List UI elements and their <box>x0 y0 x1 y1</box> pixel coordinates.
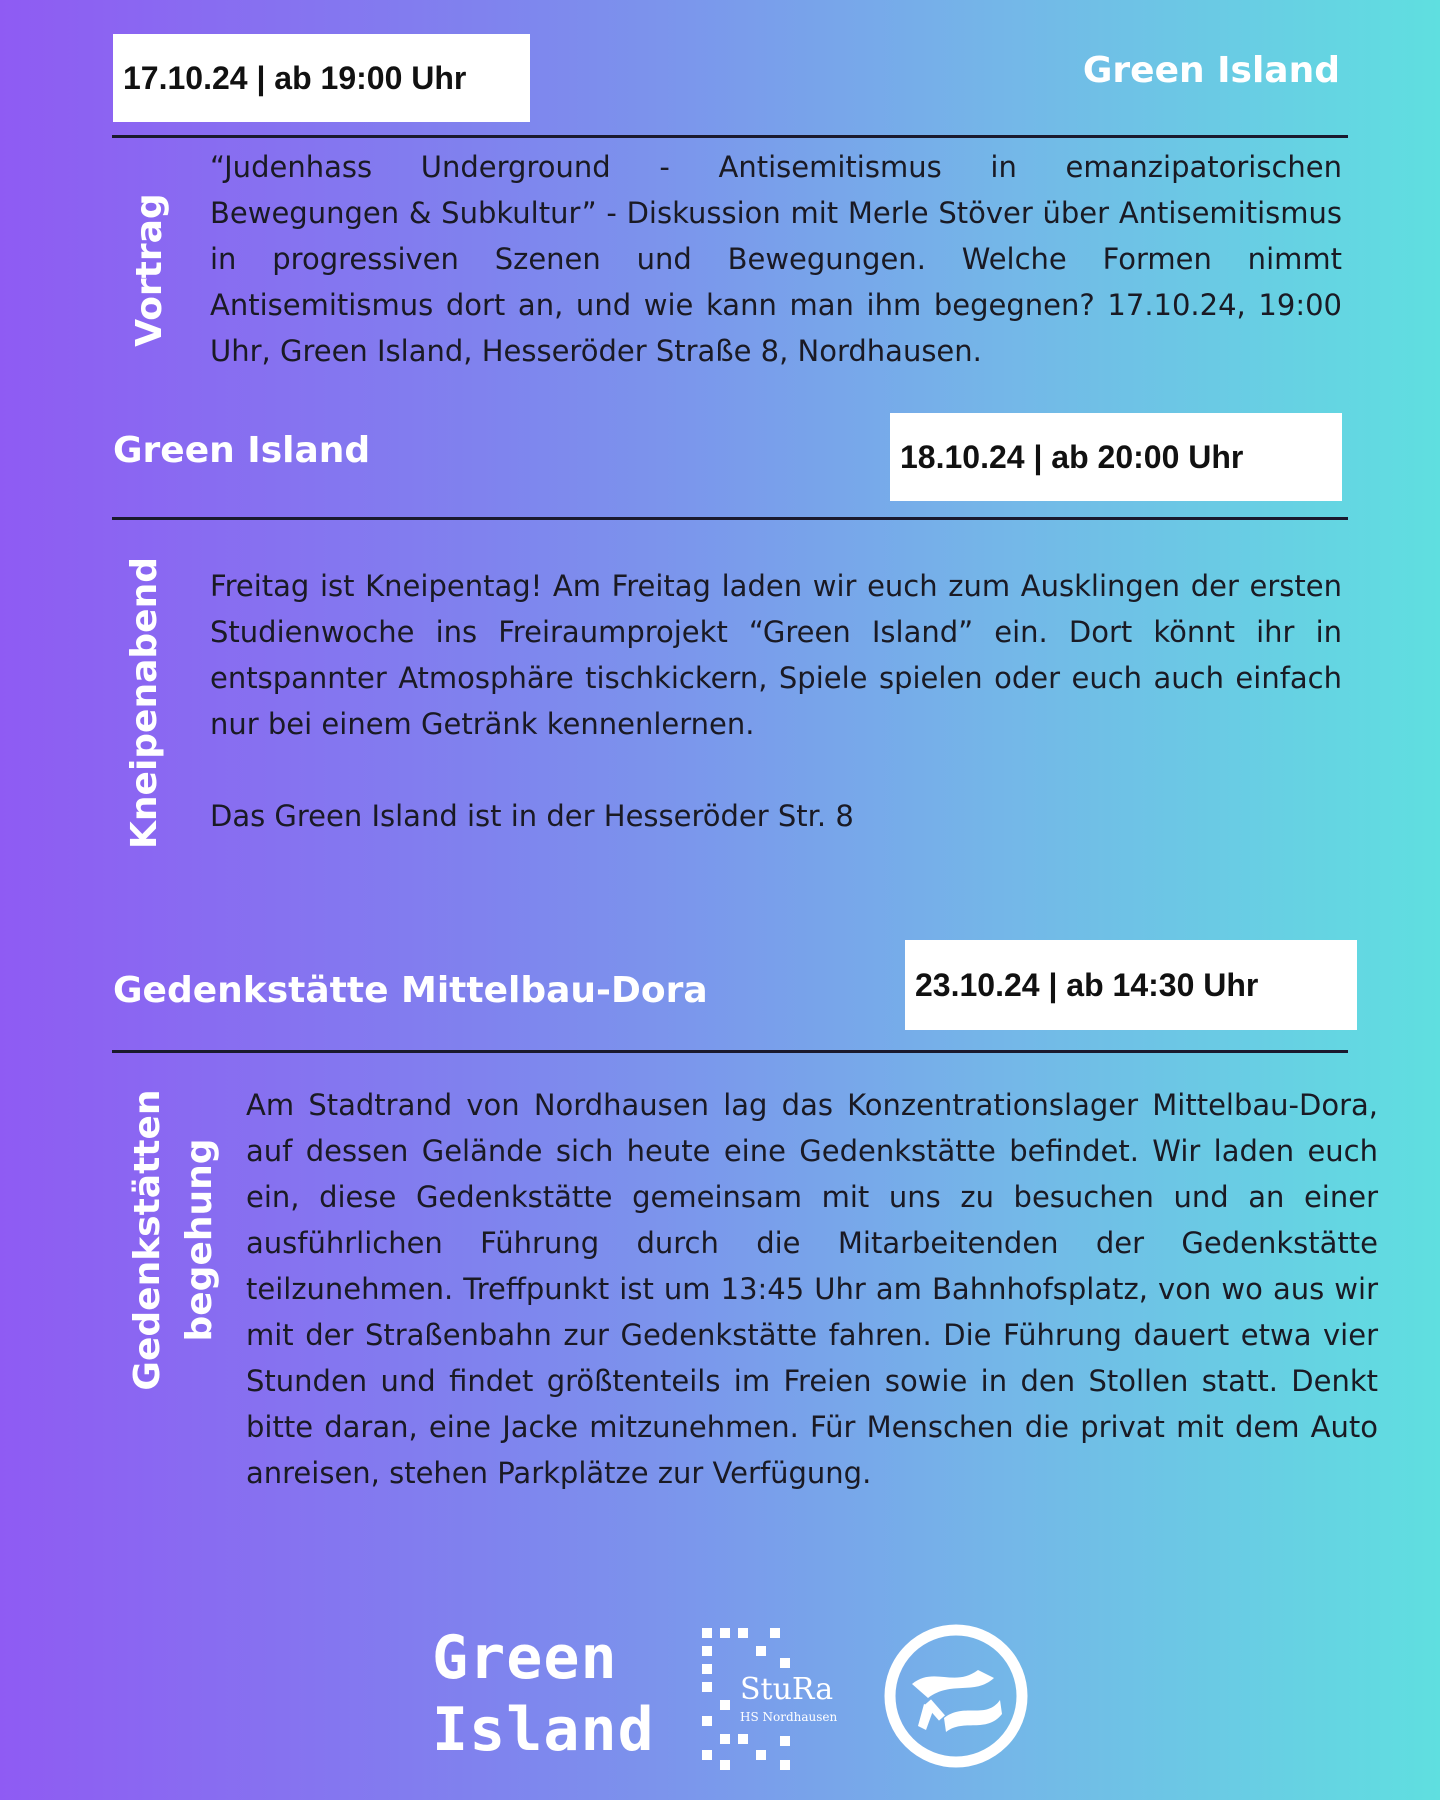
green-island-logo <box>432 1622 655 1766</box>
stura-name: StuRa <box>740 1672 834 1707</box>
event3-description <box>246 1082 1378 1496</box>
event1-date-box <box>113 34 530 122</box>
stura-logo <box>698 1626 848 1776</box>
antifa-logo <box>882 1622 1030 1770</box>
event3-text: Am Stadtrand von Nordhausen lag das Konzentrationslager Mittelbau-Dora, auf dessen Gelände sich heute eine Gedenkstätte befindet. Wir laden euch ein, diese Gedenkstätte gemeinsam mit uns zu besuchen und an einer ausführlichen Führung durch die Mitarbeitenden der Gedenkstätte teilzunehmen. Treffpunkt ist um 13:45 Uhr am Bahnhofsplatz, von wo aus wir mit der Straßenbahn zur Gedenkstätte fahren. Die Führung dauert etwa vier Stunden und findet größtenteils im Freien sowie in den Stollen statt. Denkt bitte daran, eine Jacke mitzunehmen. Für Menschen die privat mit dem Auto anreisen, stehen Parkplätze zur Verfügung. <box>246 1088 1378 1490</box>
event3-category-line2: begehung <box>179 1138 220 1342</box>
event1-category: Vortrag <box>129 193 170 347</box>
event2-divider <box>112 517 1348 520</box>
event1-text: “Judenhass Underground - Antisemitismus in emanzipatorischen Bewegungen & Subkultur” - Diskussion mit Merle Stöver über Antisemitismus in progressiven Szenen und Bewegungen. Welche Formen nimmt Antisemitismus dort an, und wie kann man ihm begegnen? 17.10.24, 19:00 Uhr, Green Island, Hesseröder Straße 8, Nordhausen. <box>210 150 1342 368</box>
event2-text: Freitag ist Kneipentag! Am Freitag laden wir euch zum Ausklingen der ersten Studienwoche ins Freiraumprojekt “Green Island” ein. Dort könnt ihr in entspannter Atmosphäre tischkickern, Spiele spielen oder euch auch einfach nur bei einem Getränk kennenlernen. <box>210 569 1342 741</box>
event2-venue: Green Island <box>113 430 371 471</box>
event2-address: Das Green Island ist in der Hesseröder Str. 8 <box>210 799 854 833</box>
event3-category <box>122 1075 232 1405</box>
event1-venue: Green Island <box>1082 50 1340 91</box>
event3-venue: Gedenkstätte Mittelbau-Dora <box>113 970 708 1011</box>
event3-category-line1: Gedenkstätten <box>127 1089 168 1391</box>
event2-date: 18.10.24 | ab 20:00 Uhr <box>900 438 1244 475</box>
stura-subtitle: HS Nordhausen <box>740 1710 838 1724</box>
event3-divider <box>112 1050 1348 1053</box>
green-island-logo-line2: Island <box>432 1695 655 1765</box>
event3-date-box <box>905 940 1357 1030</box>
event2-date-box <box>890 413 1342 501</box>
footer-logos <box>420 1610 1040 1780</box>
event1-description <box>210 144 1342 374</box>
event2-description <box>210 563 1342 839</box>
event1-divider <box>112 135 1348 138</box>
event2-category: Kneipenabend <box>124 557 165 849</box>
event1-date: 17.10.24 | ab 19:00 Uhr <box>123 59 467 96</box>
green-island-logo-line1: Green <box>432 1623 618 1693</box>
event3-date: 23.10.24 | ab 14:30 Uhr <box>915 966 1259 1003</box>
antifa-flag-icon <box>882 1622 1030 1770</box>
